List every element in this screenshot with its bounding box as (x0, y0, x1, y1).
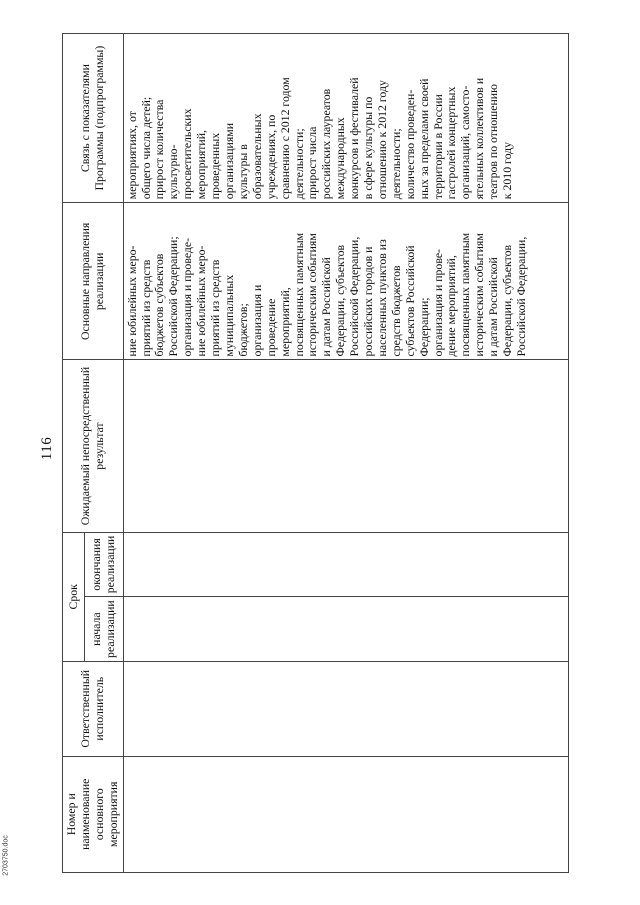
document-code: 2703750.doc (2, 835, 10, 876)
cell-responsible (123, 661, 568, 756)
header-start: начала реализации (85, 597, 123, 662)
header-term: Срок (63, 532, 85, 661)
program-table (62, 33, 569, 873)
cell-link-indicators: мероприятиях, от общего числа детей; прирост количества культурно- просветительских мероприятий, проведенных организациями культуры в образовательных учреждениях, по сравнению с 2012 годом деятельности; прирост числа российских лауреатов международных конкурсов и фестивалей в сфере культуры по отношению к 2012 году деятельности; количество проведен- ных за пределами своей территории в России гастролей концертных организаций, самосто- ятельных коллективов и театров по отношению к 2010 году (123, 34, 568, 203)
header-main-directions: Основные направления реализации (63, 203, 124, 360)
table-row (123, 34, 568, 873)
header-responsible: Ответственный исполнитель (63, 661, 124, 756)
cell-main-directions: ние юбилейных меро- приятий из средств бюджетов субъектов Российской Федерации; организация и проведе- ние юбилейных меро- приятий из средств муниципальных бюджетов; организация и проведение мероприятий, посвященных памятным историческим событиям и датам Российской Федерации, субъектов Российской Федерации, российских городов и населенных пунктов из средств бюджетов субъектов Российской Федерации; организация и прове- дение мероприятий, посвященных памятным историческим событиям и датам Российской Федерации, субъектов Российской Федерации, (123, 203, 568, 360)
header-link-indicators: Связь с показателями Программы (подпрограммы) (63, 34, 124, 203)
header-expected-result: Ожидаемый непосредственный результат (63, 360, 124, 532)
page-number: 116 (39, 436, 56, 461)
cell-end (123, 532, 568, 597)
header-end: окончания реализации (85, 532, 123, 597)
cell-start (123, 597, 568, 662)
cell-number-name (123, 756, 568, 872)
rotated-table-page (62, 33, 572, 873)
cell-expected-result (123, 360, 568, 532)
header-number-name: Номер и наименование основного мероприятия (63, 756, 124, 872)
